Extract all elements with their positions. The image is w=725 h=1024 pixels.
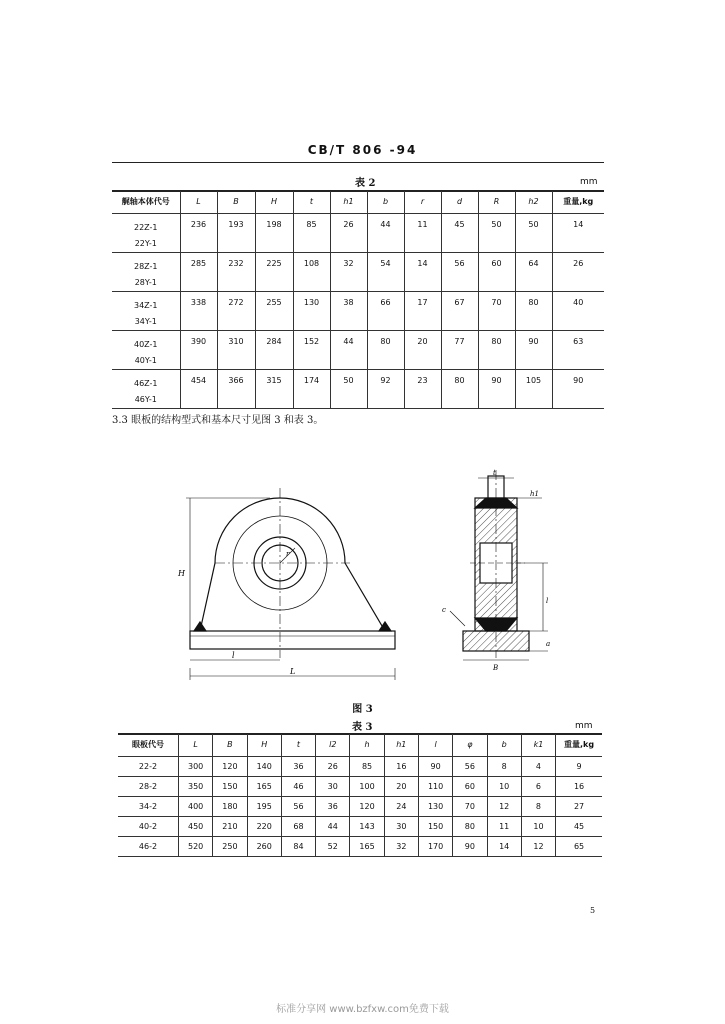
t2-cell: 225 [255,252,293,291]
t2-cell: 284 [255,330,293,369]
t3-header: k1 [521,734,555,756]
t3-header: h [350,734,384,756]
t3-cell: 56 [281,796,315,816]
t2-cell: 310 [217,330,255,369]
front-view [186,488,395,680]
t2-cell: 26 [552,252,604,291]
t2-cell: 108 [293,252,330,291]
t3-cell: 70 [453,796,487,816]
t2-cell: 285 [180,252,217,291]
t2-cell: 390 [180,330,217,369]
t2-cell: 44 [330,330,367,369]
t3-cell: 34-2 [118,796,179,816]
standard-code-header: CB/T 806 -94 [307,143,418,157]
t3-cell: 56 [453,756,487,776]
t3-header: H [247,734,281,756]
table-row [118,816,602,836]
t3-cell: 36 [316,796,350,816]
t3-cell: 60 [453,776,487,796]
t2-code: 46Z-1 46Y-1 [112,369,180,408]
t3-cell: 195 [247,796,281,816]
t2-header: 艉轴本体代号 [112,191,180,213]
t2-cell: 14 [552,213,604,252]
t3-cell: 90 [453,836,487,856]
t2-cell: 90 [552,369,604,408]
t3-cell: 14 [487,836,521,856]
figure-3-caption: 图 3 [352,704,373,715]
t3-cell: 46-2 [118,836,179,856]
t2-cell: 338 [180,291,217,330]
t2-header: b [367,191,404,213]
t2-cell: 67 [441,291,478,330]
t3-cell: 6 [521,776,555,796]
t2-cell: 174 [293,369,330,408]
t3-cell: 44 [316,816,350,836]
t3-cell: 27 [556,796,602,816]
t2-header: L [180,191,217,213]
side-view [450,470,551,660]
t3-cell: 120 [213,756,247,776]
t2-cell: 11 [404,213,441,252]
t3-header: 眼板代号 [118,734,179,756]
fig-label-L: L [290,667,296,676]
t3-cell: 210 [213,816,247,836]
t3-cell: 165 [247,776,281,796]
t3-cell: 143 [350,816,384,836]
fig-label-c: c [442,606,446,614]
t2-header: h1 [330,191,367,213]
t2-cell: 14 [404,252,441,291]
t2-header: H [255,191,293,213]
t2-cell: 23 [404,369,441,408]
t3-cell: 46 [281,776,315,796]
t2-cell: 44 [367,213,404,252]
table-row [112,330,604,369]
t2-cell: 60 [478,252,515,291]
t3-cell: 20 [384,776,418,796]
page-number: 5 [590,906,596,915]
t3-cell: 90 [418,756,452,776]
t3-cell: 12 [521,836,555,856]
t3-cell: 165 [350,836,384,856]
t3-cell: 16 [384,756,418,776]
t3-cell: 260 [247,836,281,856]
t2-cell: 193 [217,213,255,252]
t3-cell: 40-2 [118,816,179,836]
t2-header: d [441,191,478,213]
figure-3-drawing [170,468,580,693]
table-row [112,291,604,330]
t3-cell: 36 [281,756,315,776]
t3-cell: 250 [213,836,247,856]
t3-cell: 80 [453,816,487,836]
t2-cell: 366 [217,369,255,408]
t2-cell: 105 [515,369,552,408]
fig-label-r: r [286,550,290,558]
t2-code: 28Z-1 28Y-1 [112,252,180,291]
t3-header: b [487,734,521,756]
t3-cell: 180 [213,796,247,816]
t2-cell: 315 [255,369,293,408]
t2-cell: 45 [441,213,478,252]
t2-cell: 50 [478,213,515,252]
t3-cell: 150 [213,776,247,796]
t3-cell: 22-2 [118,756,179,776]
footer-watermark: 标准分享网 www.bzfxw.com免费下载 [276,1004,449,1015]
t2-cell: 38 [330,291,367,330]
t2-cell: 17 [404,291,441,330]
t2-cell: 90 [515,330,552,369]
t3-header: h1 [384,734,418,756]
t2-cell: 50 [515,213,552,252]
t2-cell: 198 [255,213,293,252]
t2-cell: 92 [367,369,404,408]
t3-header: l2 [316,734,350,756]
t3-cell: 30 [316,776,350,796]
t2-cell: 66 [367,291,404,330]
t3-cell: 8 [521,796,555,816]
table-row [118,756,602,776]
t3-cell: 24 [384,796,418,816]
t3-cell: 130 [418,796,452,816]
t3-cell: 8 [487,756,521,776]
table-row [118,836,602,856]
t3-cell: 9 [556,756,602,776]
t2-header: 重量,kg [552,191,604,213]
t2-cell: 255 [255,291,293,330]
table-row [118,796,602,816]
t3-cell: 26 [316,756,350,776]
t3-cell: 520 [179,836,213,856]
t2-cell: 70 [478,291,515,330]
t3-header: φ [453,734,487,756]
t2-cell: 63 [552,330,604,369]
t3-cell: 52 [316,836,350,856]
t3-cell: 300 [179,756,213,776]
table-row [112,369,604,408]
t3-cell: 400 [179,796,213,816]
fig-label-a: a [546,640,551,648]
table-row [112,213,604,252]
t3-cell: 10 [521,816,555,836]
t2-header: B [217,191,255,213]
t2-header: h2 [515,191,552,213]
t2-header: t [293,191,330,213]
t2-cell: 56 [441,252,478,291]
t2-cell: 272 [217,291,255,330]
t2-cell: 40 [552,291,604,330]
t2-code: 22Z-1 22Y-1 [112,213,180,252]
t3-cell: 150 [418,816,452,836]
t3-cell: 350 [179,776,213,796]
header-rule [112,162,604,163]
fig-label-t: t [493,469,496,477]
t3-header: t [281,734,315,756]
t3-cell: 120 [350,796,384,816]
t2-cell: 80 [367,330,404,369]
t2-code: 40Z-1 40Y-1 [112,330,180,369]
t3-cell: 11 [487,816,521,836]
fig-label-l: l [232,651,235,660]
t3-cell: 110 [418,776,452,796]
t2-cell: 90 [478,369,515,408]
t3-cell: 10 [487,776,521,796]
t2-cell: 85 [293,213,330,252]
table3 [118,734,602,857]
t3-cell: 4 [521,756,555,776]
table2 [112,191,604,409]
t3-cell: 100 [350,776,384,796]
t2-cell: 32 [330,252,367,291]
t2-cell: 454 [180,369,217,408]
t2-cell: 26 [330,213,367,252]
t2-cell: 236 [180,213,217,252]
t2-cell: 232 [217,252,255,291]
t3-cell: 170 [418,836,452,856]
clause-3-3: 3.3 眼板的结构型式和基本尺寸见图 3 和表 3。 [112,415,324,426]
t3-cell: 16 [556,776,602,796]
t2-cell: 80 [441,369,478,408]
t3-header: B [213,734,247,756]
t3-cell: 45 [556,816,602,836]
table-row [112,252,604,291]
t3-cell: 220 [247,816,281,836]
t2-cell: 20 [404,330,441,369]
table2-unit: mm [580,177,598,187]
t3-header: l [418,734,452,756]
t3-header: L [179,734,213,756]
fig-label-B: B [493,664,499,672]
t3-cell: 450 [179,816,213,836]
t2-header: R [478,191,515,213]
fig-label-h1: h1 [530,490,539,498]
t3-header: 重量,kg [556,734,602,756]
t2-code: 34Z-1 34Y-1 [112,291,180,330]
t2-cell: 130 [293,291,330,330]
t3-cell: 68 [281,816,315,836]
t2-cell: 77 [441,330,478,369]
t3-cell: 12 [487,796,521,816]
table3-caption: 表 3 [352,722,373,733]
t3-cell: 140 [247,756,281,776]
table-row [118,776,602,796]
table2-caption: 表 2 [355,178,376,189]
t3-cell: 30 [384,816,418,836]
t2-cell: 152 [293,330,330,369]
t2-cell: 80 [478,330,515,369]
t3-cell: 85 [350,756,384,776]
t2-cell: 80 [515,291,552,330]
fig-label-H: H [178,569,185,578]
t2-cell: 50 [330,369,367,408]
fig-label-l2: l [546,597,549,605]
t3-cell: 28-2 [118,776,179,796]
t3-cell: 65 [556,836,602,856]
t3-cell: 32 [384,836,418,856]
t2-cell: 64 [515,252,552,291]
t2-header: r [404,191,441,213]
table3-unit: mm [575,721,593,731]
t2-cell: 54 [367,252,404,291]
t3-cell: 84 [281,836,315,856]
